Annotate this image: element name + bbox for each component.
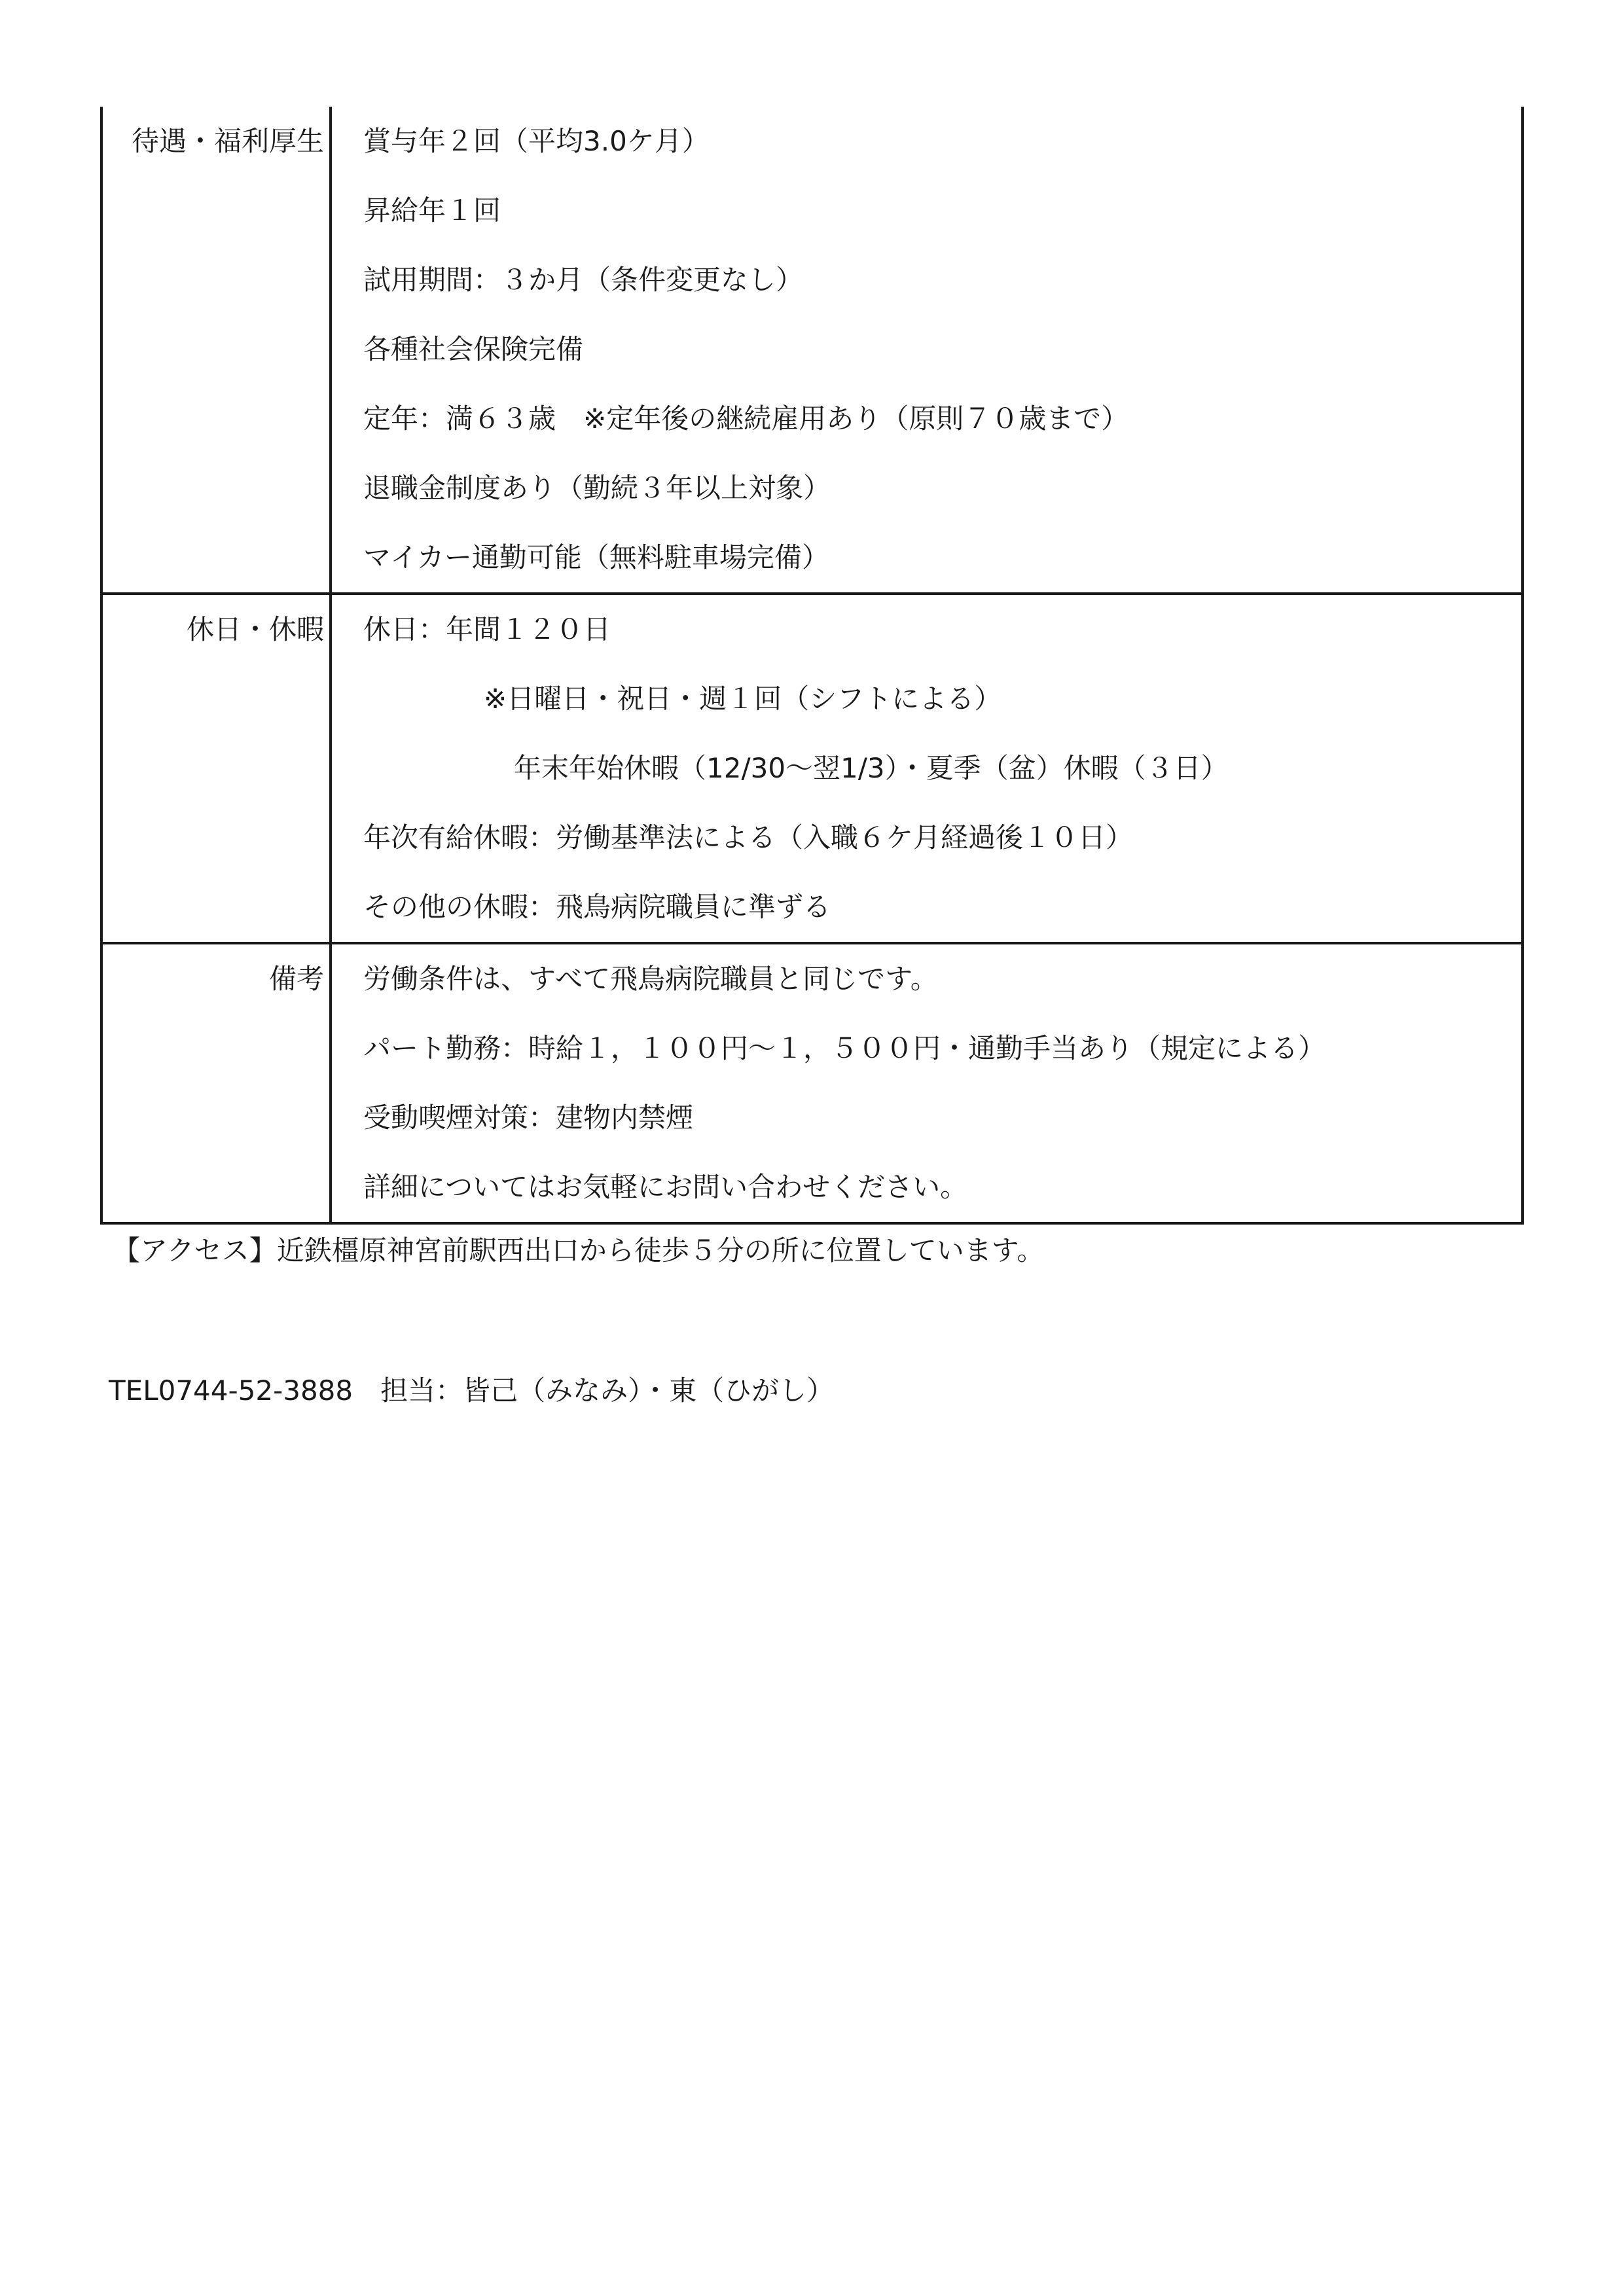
contact-info: TEL0744-52-3888 担当：皆己（みなみ）・東（ひがし） bbox=[109, 1374, 835, 1407]
holidays-line-seasonal: 年末年始休暇（12/30～翌1/3）・夏季（盆）休暇（３日） bbox=[514, 752, 1229, 784]
benefits-label-cell bbox=[101, 107, 331, 594]
holidays-row bbox=[101, 594, 1523, 943]
benefits-line-insurance: 各種社会保険完備 bbox=[363, 333, 584, 365]
remarks-line-conditions: 労働条件は、すべて飛鳥病院職員と同じです。 bbox=[363, 963, 938, 995]
remarks-row bbox=[101, 943, 1523, 1223]
benefits-label: 待遇・福利厚生 bbox=[131, 125, 324, 157]
benefits-content bbox=[331, 107, 1523, 594]
benefits-line-severance: 退職金制度あり（勤続３年以上対象） bbox=[363, 472, 831, 504]
remarks-line-inquiry: 詳細についてはお気軽にお問い合わせください。 bbox=[363, 1171, 968, 1203]
benefits-line-parking: マイカー通勤可能（無料駐車場完備） bbox=[363, 541, 829, 573]
holidays-label: 休日・休暇 bbox=[186, 613, 324, 645]
holidays-content bbox=[331, 594, 1523, 943]
benefits-row bbox=[101, 107, 1523, 594]
holidays-line-weekly: ※日曜日・祝日・週１回（シフトによる） bbox=[484, 683, 1002, 715]
benefits-line-probation: 試用期間：３か月（条件変更なし） bbox=[363, 264, 804, 296]
remarks-label-cell bbox=[101, 943, 331, 1223]
holidays-line-paid-leave: 年次有給休暇：労働基準法による（入職６ケ月経過後１０日） bbox=[363, 821, 1134, 853]
benefits-line-bonus: 賞与年２回（平均3.0ケ月） bbox=[363, 125, 710, 157]
holidays-line-annual: 休日：年間１２０日 bbox=[363, 613, 611, 645]
access-info: 【アクセス】近鉄橿原神宮前駅西出口から徒歩５分の所に位置しています。 bbox=[113, 1234, 1045, 1266]
benefits-line-raise: 昇給年１回 bbox=[363, 194, 501, 226]
benefits-line-retirement-age: 定年：満６３歳 ※定年後の継続雇用あり（原則７０歳まで） bbox=[363, 403, 1129, 435]
holidays-line-other: その他の休暇：飛鳥病院職員に準ずる bbox=[363, 891, 831, 923]
conditions-table bbox=[100, 107, 1524, 1225]
remarks-line-part-time: パート勤務：時給１，１００円～１，５００円・通勤手当あり（規定による） bbox=[363, 1032, 1326, 1064]
remarks-content bbox=[331, 943, 1523, 1223]
remarks-label: 備考 bbox=[268, 963, 324, 995]
remarks-line-smoking: 受動喫煙対策：建物内禁煙 bbox=[363, 1102, 694, 1134]
holidays-label-cell bbox=[101, 594, 331, 943]
